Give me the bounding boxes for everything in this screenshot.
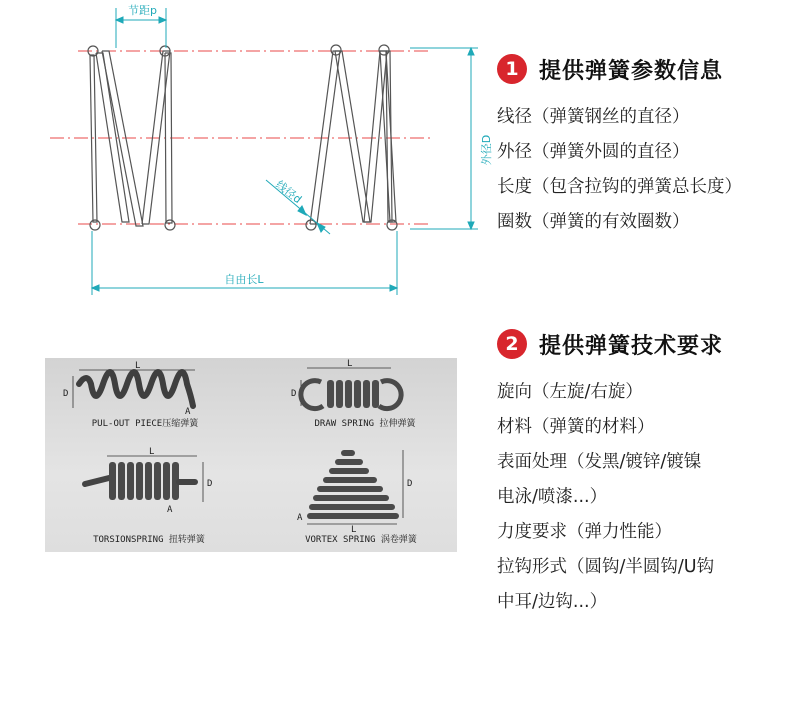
section-2-title: 提供弹簧技术要求: [539, 333, 724, 359]
caption-compression-spring: PUL-OUT PIECE压缩弹簧: [91, 419, 199, 429]
list-item: 材料（弹簧的材料）: [497, 417, 655, 437]
list-item: 长度（包含拉钩的弹簧总长度）: [497, 177, 742, 197]
svg-text:D: D: [407, 479, 413, 489]
list-item: 旋向（左旋/右旋）: [497, 382, 643, 402]
list-item: 外径（弹簧外圆的直径）: [497, 142, 690, 162]
draw-spring-figure: [291, 359, 417, 429]
svg-text:A: A: [185, 407, 191, 417]
caption-draw-spring: DRAW SPRING 拉伸弹簧: [314, 419, 416, 429]
svg-text:D: D: [207, 479, 213, 489]
section-2-number-badge: 2: [497, 329, 527, 359]
list-item: 线径（弹簧钢丝的直径）: [497, 107, 690, 127]
list-item: 电泳/喷漆...）: [497, 487, 608, 507]
svg-text:A: A: [167, 505, 173, 515]
section-technical-requirements: [497, 327, 787, 620]
svg-text:L: L: [135, 361, 141, 371]
list-item: 拉钩形式（圆钩/半圆钩/U钩: [497, 557, 715, 577]
spring-types-panel: [45, 358, 457, 552]
label-wire-diameter: 线径d: [273, 178, 304, 207]
spring-dimension-drawing: [30, 0, 493, 320]
section-2-header: [497, 327, 787, 361]
svg-text:L: L: [351, 525, 357, 535]
torsion-spring-figure: [85, 447, 212, 545]
svg-text:L: L: [347, 359, 353, 369]
list-item: 圈数（弹簧的有效圈数）: [497, 212, 690, 232]
vortex-spring-figure: [297, 450, 418, 545]
svg-text:A: A: [297, 513, 303, 523]
section-1-number-badge: 1: [497, 54, 527, 84]
svg-text:D: D: [63, 389, 69, 399]
section-1-header: [497, 52, 787, 86]
label-outer-diameter: 外径D: [480, 134, 493, 166]
svg-text:L: L: [149, 447, 155, 457]
caption-vortex-spring: VORTEX SPRING 涡卷弹簧: [305, 535, 417, 545]
list-item: 表面处理（发黑/镀锌/镀镍: [497, 452, 702, 472]
section-1-title: 提供弹簧参数信息: [539, 58, 724, 84]
list-item: 中耳/边钩...）: [497, 592, 608, 612]
caption-torsion-spring: TORSIONSPRING 扭转弹簧: [93, 535, 205, 545]
svg-text:D: D: [291, 389, 297, 399]
section-spring-parameters: [497, 52, 787, 240]
label-pitch: 节距p: [128, 4, 157, 17]
list-item: 力度要求（弹力性能）: [497, 522, 672, 542]
label-free-length: 自由长L: [224, 273, 264, 286]
compression-spring-figure: [63, 361, 199, 429]
